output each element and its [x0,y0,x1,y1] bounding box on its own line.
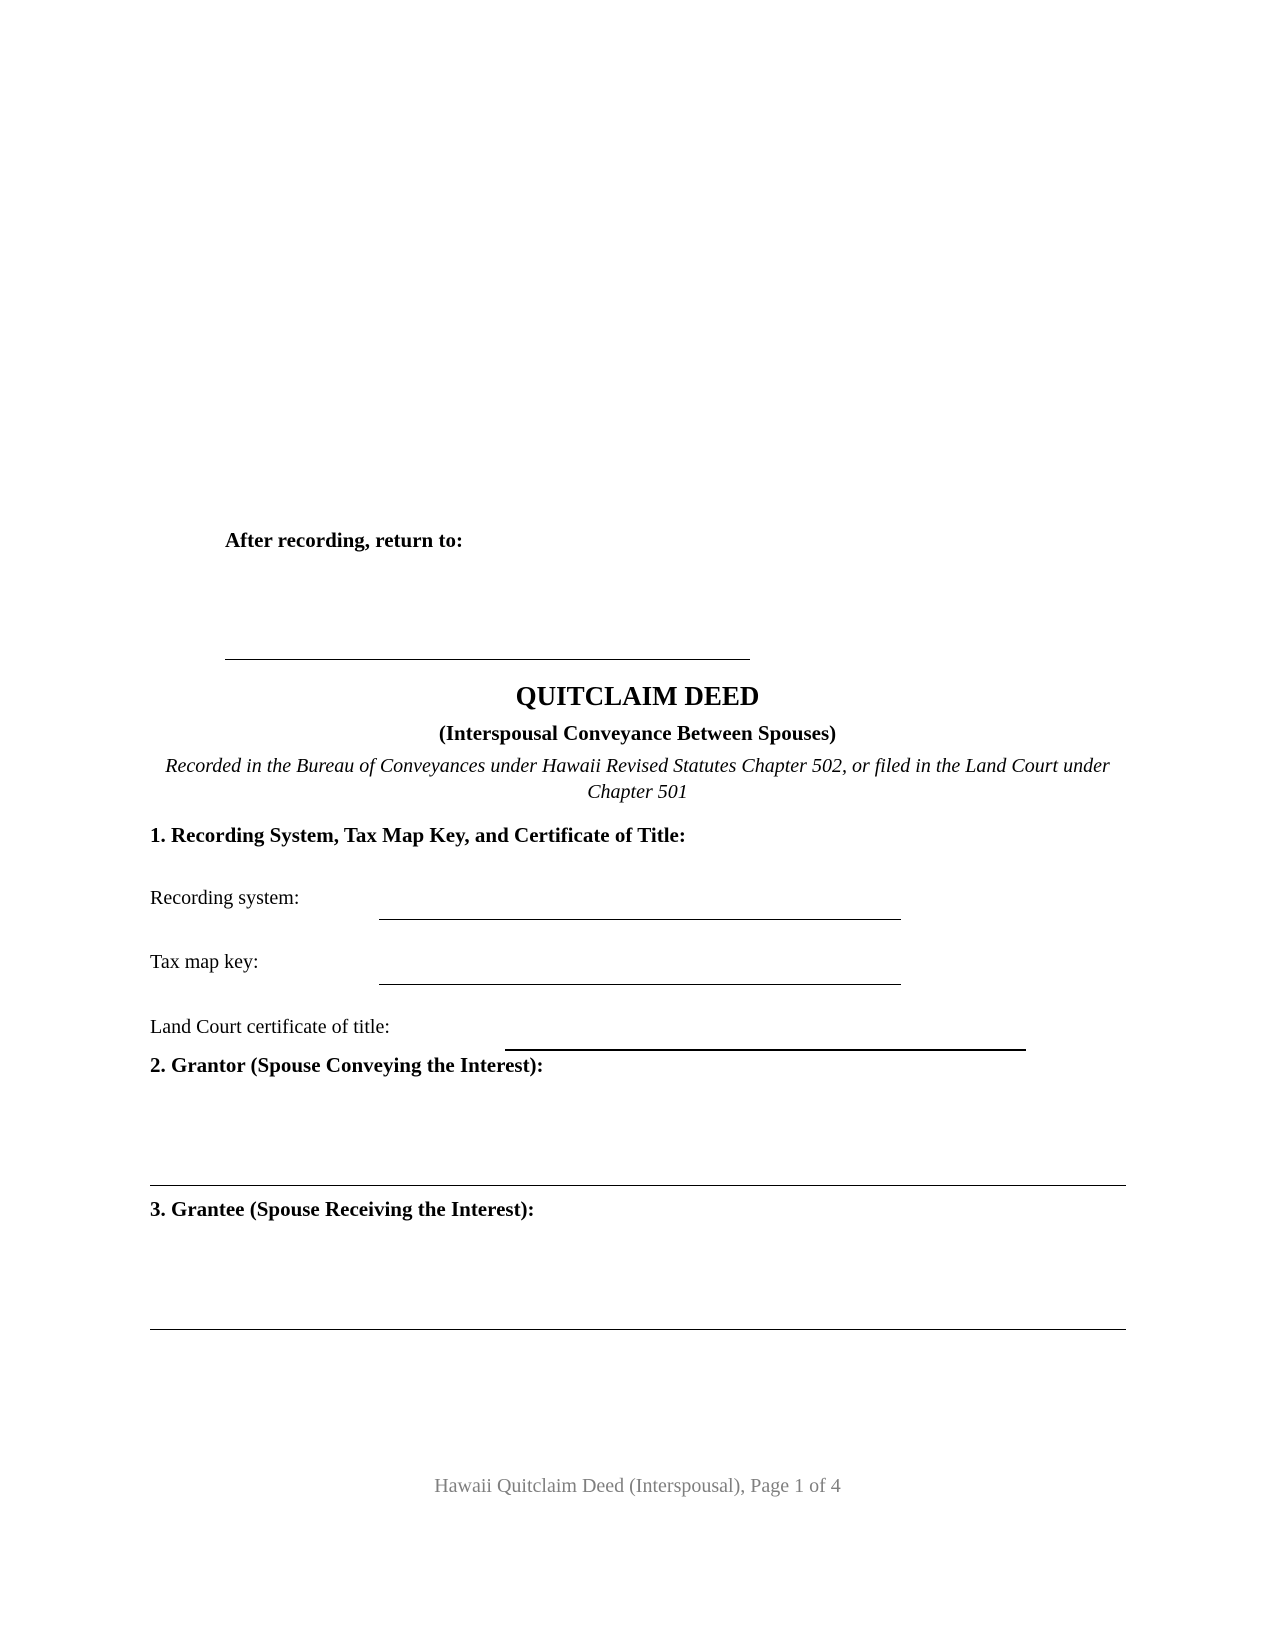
return-to-address-line[interactable] [225,659,750,660]
return-to-label: After recording, return to: [225,528,463,552]
grantor-field[interactable] [150,1185,1126,1186]
grantee-field[interactable] [150,1329,1126,1330]
recording-system-label: Recording system: [150,887,300,909]
recording-system-field[interactable] [379,919,901,920]
tax-map-key-field[interactable] [379,984,901,985]
page-footer: Hawaii Quitclaim Deed (Interspousal), Page 1 of 4 [434,1475,841,1497]
section-3-heading: 3. Grantee (Spouse Receiving the Interest): [150,1197,535,1221]
recording-note: Recorded in the Bureau of Conveyances under Hawaii Revised Statutes Chapter 502, or filed in the Land Court under Chapter 501 [165,755,1110,803]
section-2-heading: 2. Grantor (Spouse Conveying the Interest): [150,1053,544,1077]
tax-map-key-label: Tax map key: [150,951,259,973]
certificate-of-title-label: Land Court certificate of title: [150,1016,390,1038]
document-title: QUITCLAIM DEED [515,681,760,711]
document-subtitle: (Interspousal Conveyance Between Spouses) [438,721,837,745]
certificate-of-title-field[interactable] [505,1049,1026,1051]
section-1-heading: 1. Recording System, Tax Map Key, and Certificate of Title: [150,823,686,847]
